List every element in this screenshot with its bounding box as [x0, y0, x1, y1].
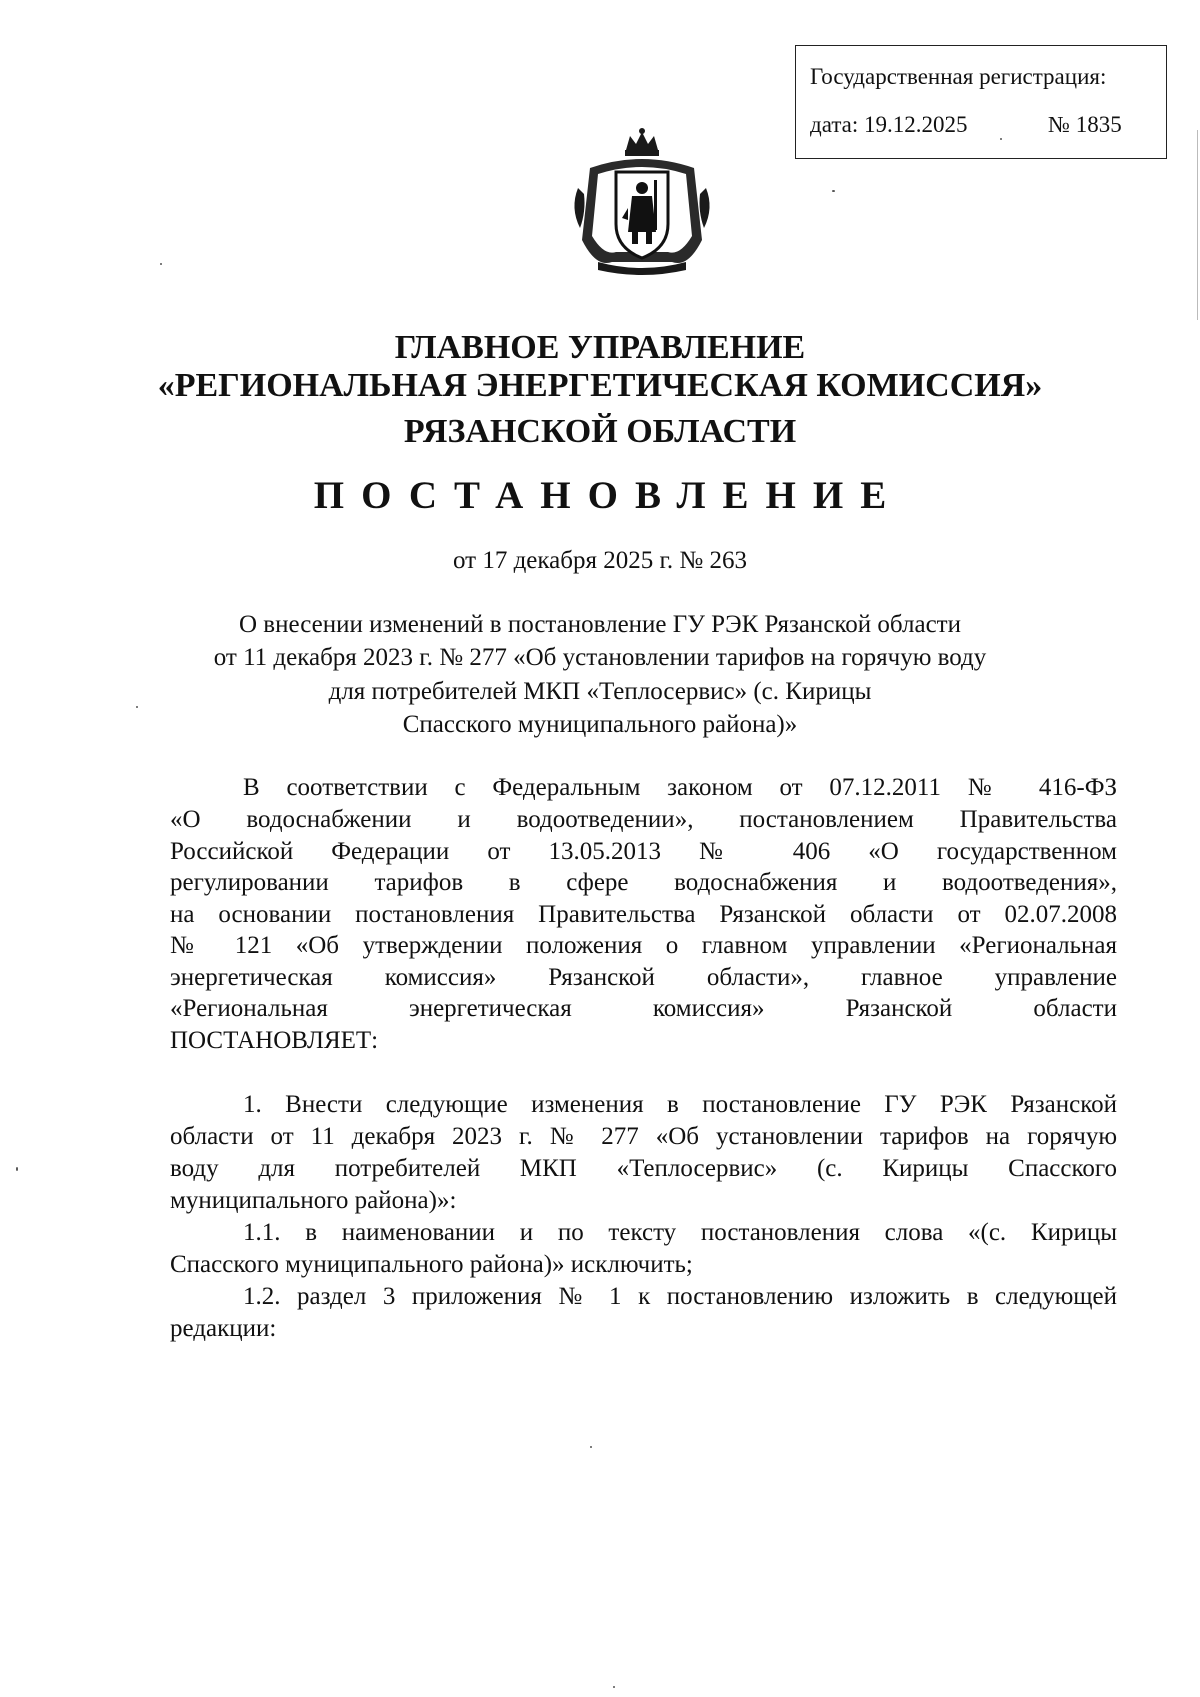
preamble-line: энергетическая комиссия» Рязанской области», главное управление — [170, 964, 1117, 991]
scan-edge-line — [1197, 130, 1198, 320]
item-1-2-line: редакции: — [170, 1315, 277, 1342]
registration-title: Государственная регистрация: — [810, 64, 1107, 89]
decree-date-number: от 17 декабря 2025 г. № 263 — [452, 547, 748, 574]
registration-number: № 1835 — [1048, 112, 1122, 137]
item-1-line: 1. Внести следующие изменения в постановление ГУ РЭК Рязанской — [243, 1091, 1117, 1118]
ryazan-coat-of-arms-icon — [568, 128, 716, 278]
state-registration-box — [795, 45, 1167, 159]
authority-name-line-2: «РЕГИОНАЛЬНАЯ ЭНЕРГЕТИЧЕСКАЯ КОМИССИЯ» — [157, 367, 1043, 404]
subject-line: для потребителей МКП «Теплосервис» (с. Кирицы — [328, 678, 872, 705]
preamble-line: на основании постановления Правительства Рязанской области от 02.07.2008 — [170, 901, 1117, 928]
item-1-1-line: Спасского муниципального района)» исключить; — [170, 1251, 693, 1278]
item-1-1-line: 1.1. в наименовании и по тексту постановления слова «(с. Кирицы — [243, 1219, 1117, 1246]
item-1-line: муниципального района)»: — [170, 1187, 457, 1214]
preamble-line: № 121 «Об утверждении положения о главном управлении «Региональная — [170, 932, 1117, 959]
preamble-line: «О водоснабжении и водоотведении», постановлением Правительства — [170, 806, 1117, 833]
authority-name-line-1: ГЛАВНОЕ УПРАВЛЕНИЕ — [394, 329, 806, 366]
preamble-line: «Региональная энергетическая комиссия» Рязанской области — [170, 995, 1117, 1022]
item-1-line: области от 11 декабря 2023 г. № 277 «Об установлении тарифов на горячую — [170, 1123, 1117, 1150]
preamble-resolve: ПОСТАНОВЛЯЕТ: — [170, 1027, 379, 1054]
preamble-line: В соответствии с Федеральным законом от 07.12.2011 № 416-ФЗ — [243, 774, 1117, 801]
item-1-2-line: 1.2. раздел 3 приложения № 1 к постановлению изложить в следующей — [243, 1283, 1117, 1310]
subject-line: О внесении изменений в постановление ГУ РЭК Рязанской области — [239, 611, 961, 638]
preamble-line: регулировании тарифов в сфере водоснабжения и водоотведения», — [170, 869, 1117, 896]
authority-name-line-3: РЯЗАНСКОЙ ОБЛАСТИ — [403, 413, 797, 450]
item-1-line: воду для потребителей МКП «Теплосервис» (с. Кирицы Спасского — [170, 1155, 1117, 1182]
subject-line: от 11 декабря 2023 г. № 277 «Об установлении тарифов на горячую воду — [213, 644, 987, 671]
preamble-line: Российской Федерации от 13.05.2013 № 406 «О государственном — [170, 838, 1117, 865]
registration-date: дата: 19.12.2025 — [810, 112, 968, 137]
subject-line: Спасского муниципального района)» — [402, 711, 798, 738]
decree-title: ПОСТАНОВЛЕНИЕ — [313, 474, 904, 517]
